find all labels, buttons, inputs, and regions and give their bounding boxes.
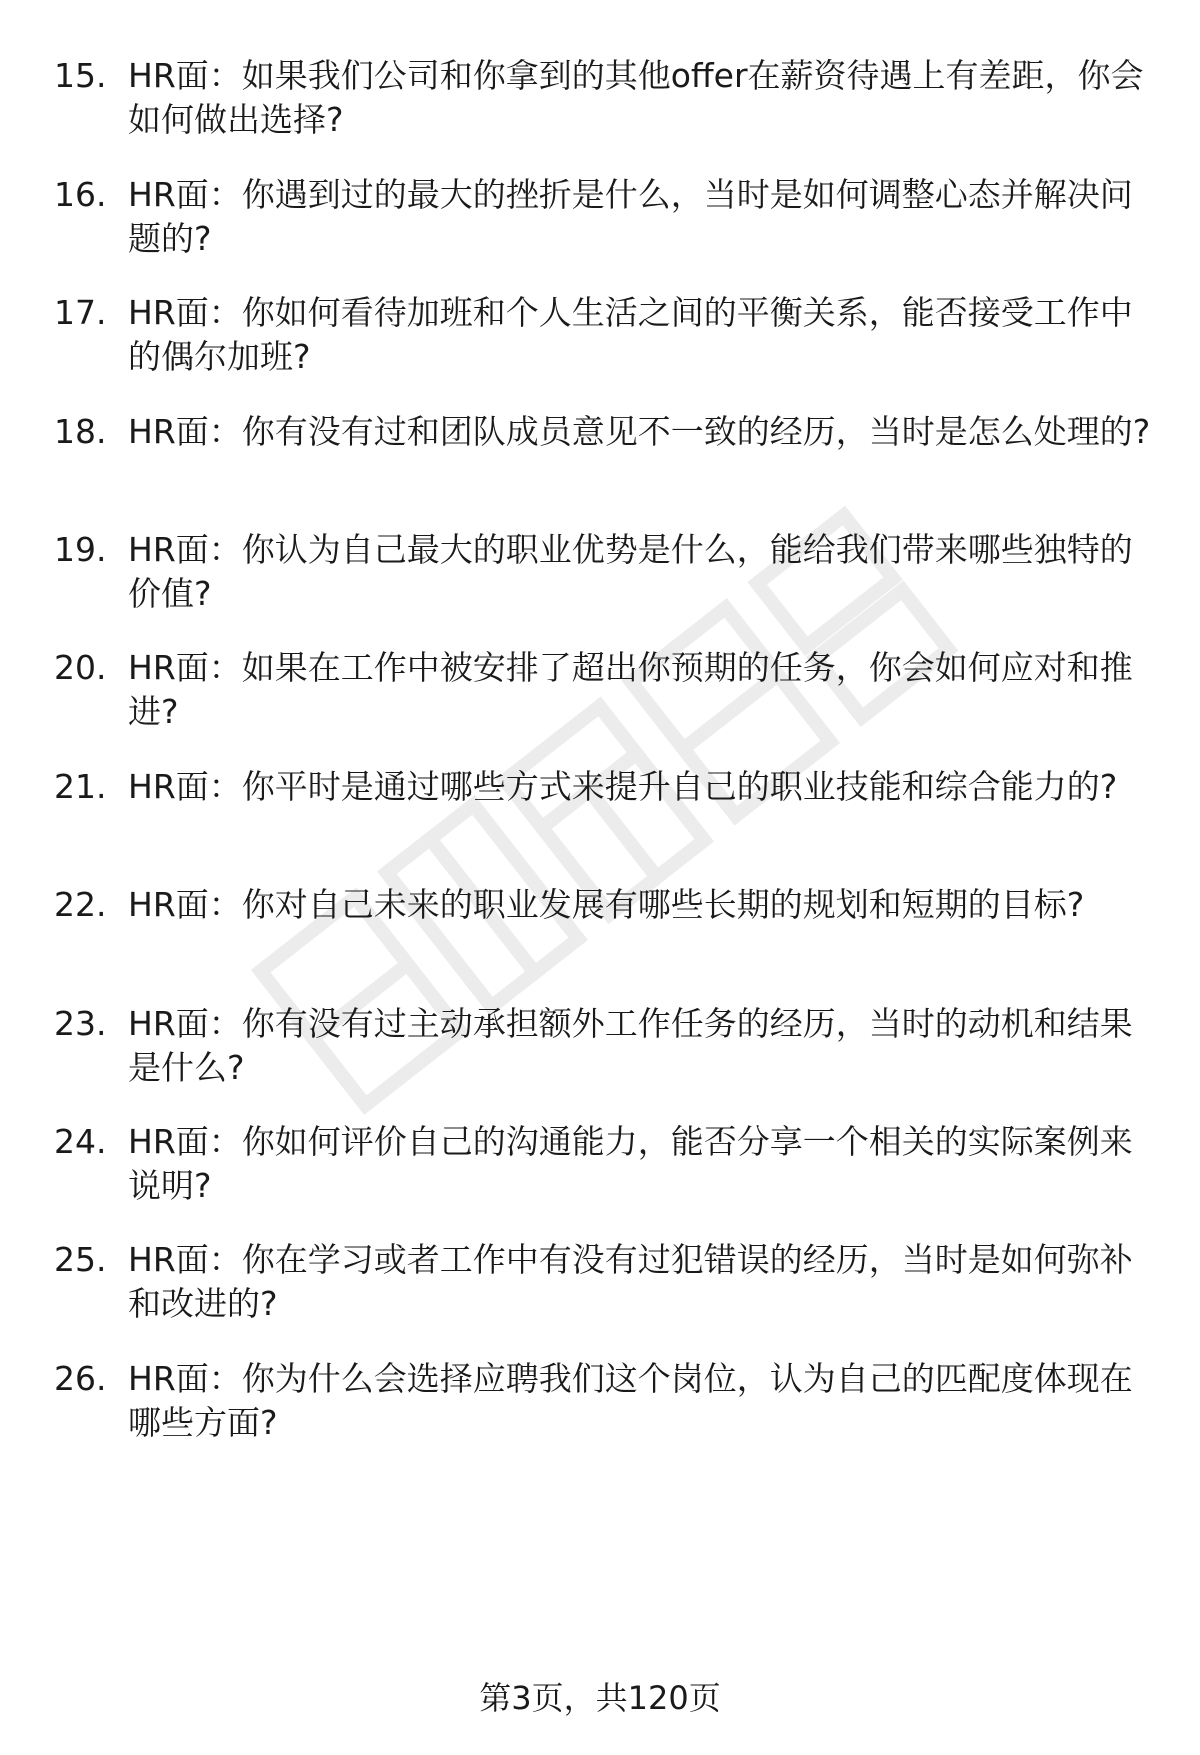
- item-number: 24.: [54, 1122, 107, 1161]
- item-number: 19.: [54, 530, 107, 569]
- item-number: 15.: [54, 56, 107, 95]
- item-number: 20.: [54, 648, 107, 687]
- item-number: 23.: [54, 1004, 107, 1043]
- item-text: HR面：你有没有过和团队成员意见不一致的经历，当时是怎么处理的?: [128, 412, 1151, 451]
- item-number: 16.: [54, 175, 107, 214]
- item-text: HR面：你在学习或者工作中有没有过犯错误的经历，当时是如何弥补和改进的?: [128, 1240, 1133, 1323]
- item-number: 26.: [54, 1359, 107, 1398]
- item-number: 22.: [54, 885, 107, 924]
- item-number: 25.: [54, 1240, 107, 1279]
- item-text: HR面：如果我们公司和你拿到的其他offer在薪资待遇上有差距，你会如何做出选择?: [128, 56, 1144, 139]
- item-text: HR面：你为什么会选择应聘我们这个岗位，认为自己的匹配度体现在哪些方面?: [128, 1359, 1133, 1442]
- item-text: HR面：你对自己未来的职业发展有哪些长期的规划和短期的目标?: [128, 885, 1085, 924]
- item-text: HR面：你认为自己最大的职业优势是什么，能给我们带来哪些独特的价值?: [128, 530, 1133, 613]
- item-text: HR面：你如何看待加班和个人生活之间的平衡关系，能否接受工作中的偶尔加班?: [128, 293, 1133, 376]
- page-footer: 第3页，共120页: [479, 1679, 721, 1717]
- item-text: HR面：如果在工作中被安排了超出你预期的任务，你会如何应对和推进?: [128, 648, 1133, 731]
- item-number: 21.: [54, 767, 107, 806]
- item-number: 18.: [54, 412, 107, 451]
- item-number: 17.: [54, 293, 107, 332]
- item-text: HR面：你有没有过主动承担额外工作任务的经历，当时的动机和结果是什么?: [128, 1004, 1133, 1087]
- item-text: HR面：你遇到过的最大的挫折是什么，当时是如何调整心态并解决问题的?: [128, 175, 1133, 258]
- item-text: HR面：你如何评价自己的沟通能力，能否分享一个相关的实际案例来说明?: [128, 1122, 1133, 1205]
- item-text: HR面：你平时是通过哪些方式来提升自己的职业技能和综合能力的?: [128, 767, 1118, 806]
